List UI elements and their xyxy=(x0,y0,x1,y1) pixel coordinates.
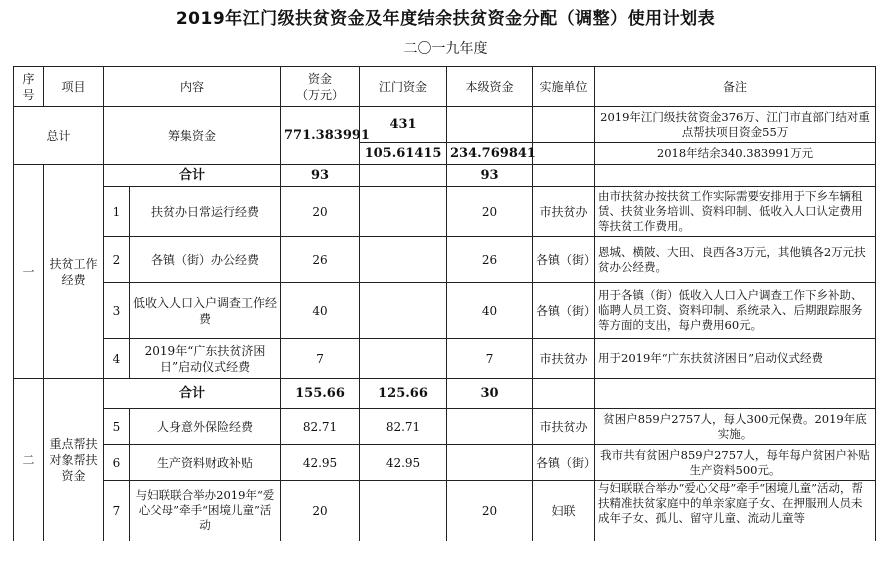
row-unit: 妇联 xyxy=(533,481,595,541)
table-row xyxy=(14,283,876,339)
row-local xyxy=(447,409,533,445)
row-local: 40 xyxy=(447,283,533,339)
section2-seq: 二 xyxy=(14,379,44,541)
total-row xyxy=(14,107,876,143)
table-row xyxy=(14,237,876,283)
row-content: 低收入人口入户调查工作经费 xyxy=(130,283,281,339)
row-jiangmen xyxy=(360,237,447,283)
row-local: 26 xyxy=(447,237,533,283)
row-no: 3 xyxy=(104,283,130,339)
section1-seq: 一 xyxy=(14,165,44,379)
row-no: 6 xyxy=(104,445,130,481)
row-content: 与妇联联合举办2019年“爱心父母”牵手“困境儿童”活动 xyxy=(130,481,281,541)
row-funds: 20 xyxy=(281,187,360,237)
row-no: 4 xyxy=(104,339,130,379)
row-local xyxy=(447,445,533,481)
total-unit-2 xyxy=(533,143,595,165)
row-unit: 各镇（街） xyxy=(533,445,595,481)
row-funds: 26 xyxy=(281,237,360,283)
row-content: 各镇（街）办公经费 xyxy=(130,237,281,283)
row-no: 2 xyxy=(104,237,130,283)
row-unit: 各镇（街） xyxy=(533,237,595,283)
row-no: 7 xyxy=(104,481,130,541)
total-remark-2: 2018年结余340.383991万元 xyxy=(595,143,876,165)
row-jiangmen xyxy=(360,481,447,541)
header-seq: 序号 xyxy=(14,67,44,107)
header-remark: 备注 xyxy=(595,67,876,107)
total-local-1 xyxy=(447,107,533,143)
row-local: 20 xyxy=(447,481,533,541)
section1-subtotal-funds: 93 xyxy=(281,165,360,187)
section1-subtotal-local: 93 xyxy=(447,165,533,187)
section1-subtotal-label: 合计 xyxy=(104,165,281,187)
row-funds: 20 xyxy=(281,481,360,541)
total-jiangmen-2: 105.61415 xyxy=(360,143,447,165)
row-funds: 7 xyxy=(281,339,360,379)
table-row xyxy=(14,187,876,237)
total-jiangmen-1: 431 xyxy=(360,107,447,143)
header-local: 本级资金 xyxy=(447,67,533,107)
row-remark: 与妇联联合举办“爱心父母”牵手“困境儿童”活动，帮扶精准扶贫家庭中的单亲家庭子女、在押服刑人员未成年子女、孤儿、留守儿童、流动儿童等 xyxy=(595,481,876,541)
row-no: 5 xyxy=(104,409,130,445)
table-row xyxy=(14,409,876,445)
table-row xyxy=(14,339,876,379)
row-jiangmen xyxy=(360,339,447,379)
section1-subtotal-unit xyxy=(533,165,595,187)
row-unit: 市扶贫办 xyxy=(533,339,595,379)
row-jiangmen: 82.71 xyxy=(360,409,447,445)
total-local-2: 234.769841 xyxy=(447,143,533,165)
row-unit: 各镇（街） xyxy=(533,283,595,339)
header-row xyxy=(14,67,876,107)
row-local: 20 xyxy=(447,187,533,237)
total-funds: 771.383991 xyxy=(281,107,360,165)
section1-project: 扶贫工作经费 xyxy=(44,165,104,379)
row-jiangmen xyxy=(360,187,447,237)
total-label: 总计 xyxy=(14,107,104,165)
row-remark: 我市共有贫困户859户2757人，每年每户贫困户补贴生产资料500元。 xyxy=(595,445,876,481)
row-content: 人身意外保险经费 xyxy=(130,409,281,445)
row-content: 2019年“广东扶贫济困日”启动仪式经费 xyxy=(130,339,281,379)
section2-subtotal-remark xyxy=(595,379,876,409)
row-local: 7 xyxy=(447,339,533,379)
row-remark: 恩城、横陂、大田、良西各3万元，其他镇各2万元扶贫办公经费。 xyxy=(595,237,876,283)
section1-subtotal-remark xyxy=(595,165,876,187)
table-row xyxy=(14,481,876,541)
section1-subtotal-row xyxy=(14,165,876,187)
row-remark: 用于各镇（街）低收入人口入户调查工作下乡补助、临聘人员工资、资料印制、系统录入、后期跟踪服务等方面的支出，每户费用60元。 xyxy=(595,283,876,339)
document-title: 2019年江门级扶贫资金及年度结余扶贫资金分配（调整）使用计划表 xyxy=(175,9,716,29)
row-remark: 贫困户859户2757人，每人300元保费。2019年底实施。 xyxy=(595,409,876,445)
section2-project: 重点帮扶对象帮扶资金 xyxy=(44,379,104,541)
header-unit: 实施单位 xyxy=(533,67,595,107)
row-jiangmen: 42.95 xyxy=(360,445,447,481)
header-jiangmen: 江门资金 xyxy=(360,67,447,107)
table-row xyxy=(14,445,876,481)
row-funds: 42.95 xyxy=(281,445,360,481)
row-funds: 82.71 xyxy=(281,409,360,445)
document-year: 二〇一九年度 xyxy=(403,41,488,57)
section2-subtotal-label: 合计 xyxy=(104,379,281,409)
section2-subtotal-unit xyxy=(533,379,595,409)
row-content: 生产资料财政补贴 xyxy=(130,445,281,481)
row-funds: 40 xyxy=(281,283,360,339)
total-content: 筹集资金 xyxy=(104,107,281,165)
row-no: 1 xyxy=(104,187,130,237)
row-remark: 用于2019年“广东扶贫济困日”启动仪式经费 xyxy=(595,339,876,379)
row-unit: 市扶贫办 xyxy=(533,187,595,237)
section2-subtotal-local: 30 xyxy=(447,379,533,409)
row-remark: 由市扶贫办按扶贫工作实际需要安排用于下乡车辆租赁、扶贫业务培训、资料印制、低收入人口认定费用等扶贫工作费用。 xyxy=(595,187,876,237)
section2-subtotal-jiangmen: 125.66 xyxy=(360,379,447,409)
row-jiangmen xyxy=(360,283,447,339)
header-funds: 资金 （万元） xyxy=(281,67,360,107)
section1-subtotal-jiangmen xyxy=(360,165,447,187)
row-unit: 市扶贫办 xyxy=(533,409,595,445)
header-content: 内容 xyxy=(104,67,281,107)
section2-subtotal-row xyxy=(14,379,876,409)
allocation-table xyxy=(13,66,876,541)
total-remark-1: 2019年江门级扶贫资金376万、江门市直部门结对重点帮扶项目资金55万 xyxy=(595,107,876,143)
header-project: 项目 xyxy=(44,67,104,107)
total-unit-1 xyxy=(533,107,595,143)
section2-subtotal-funds: 155.66 xyxy=(281,379,360,409)
row-content: 扶贫办日常运行经费 xyxy=(130,187,281,237)
